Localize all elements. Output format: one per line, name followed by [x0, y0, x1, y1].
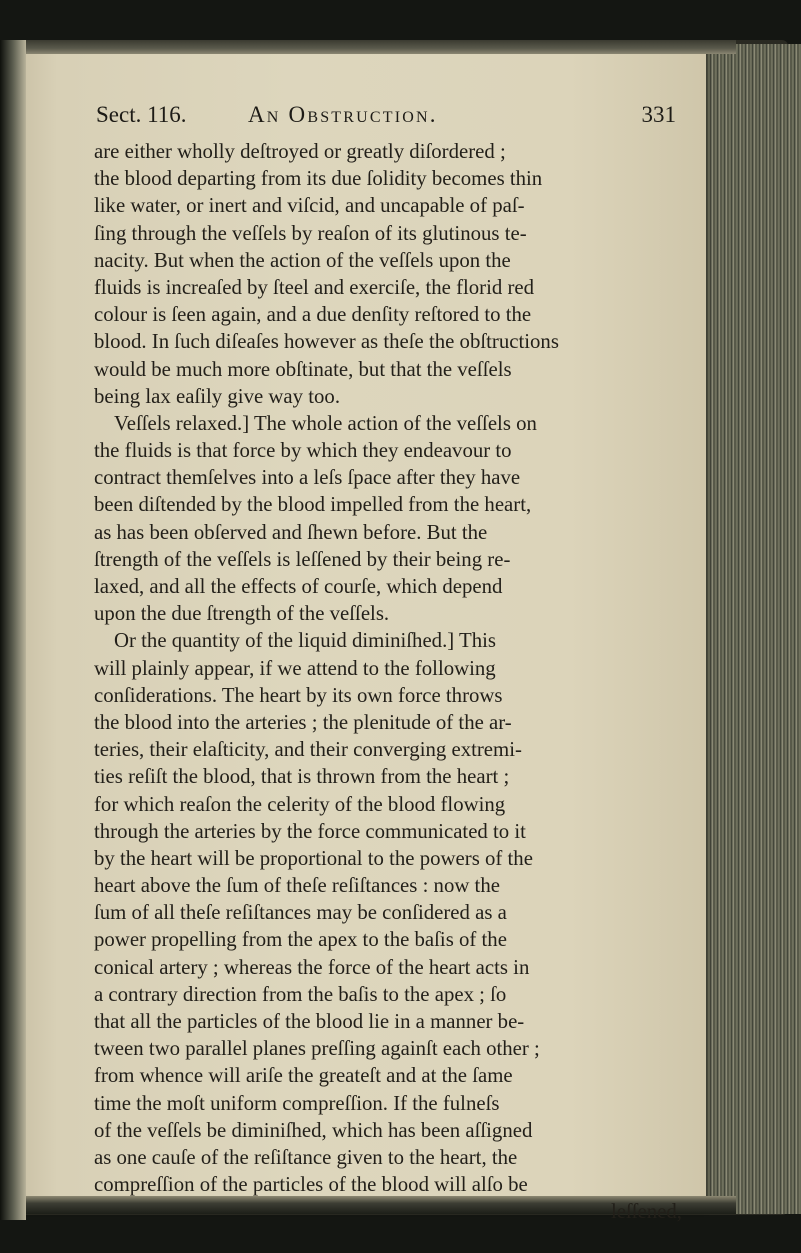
page-fore-edge: [700, 44, 801, 1214]
section-number: Sect. 116.: [96, 102, 187, 127]
text-line: for which reaſon the celerity of the blood flowing: [94, 792, 506, 816]
text-line: as has been obſerved and ſhewn before. But the: [94, 520, 488, 544]
book-gutter: [0, 40, 26, 1220]
text-line: upon the due ſtrength of the veſſels.: [94, 602, 390, 626]
text-line: conical artery ; whereas the force of the heart acts in: [94, 955, 530, 979]
text-line: colour is ſeen again, and a due denſity reſtored to the: [94, 303, 532, 327]
page-top-edge: [16, 40, 736, 54]
text-line: the blood departing from its due ſolidity becomes thin: [94, 167, 543, 191]
text-line: would be much more obſtinate, but that the veſſels: [94, 357, 512, 381]
text-line: by the heart will be proportional to the powers of the: [94, 846, 533, 870]
text-line: blood. In ſuch diſeaſes however as theſe the obſtructions: [94, 330, 559, 354]
text-line: time the moſt uniform compreſſion. If the fulneſs: [94, 1091, 500, 1115]
text-line: the blood into the arteries ; the plenitude of the ar-: [94, 710, 512, 734]
text-line: conſiderations. The heart by its own force throws: [94, 683, 503, 707]
text-line: ſing through the veſſels by reaſon of its glutinous te-: [94, 221, 527, 245]
chapter-title: An Obstruction.: [248, 102, 438, 127]
text-line: power propelling from the apex to the baſis of the: [94, 928, 507, 952]
paragraph-start-line: Or the quantity of the liquid diminiſhed.] This: [114, 629, 497, 653]
text-line: the fluids is that force by which they endeavour to: [94, 439, 512, 463]
text-line: fluids is increaſed by ſteel and exerciſe, the florid red: [94, 275, 535, 299]
text-line: from whence will ariſe the greateſt and at the ſame: [94, 1064, 513, 1088]
page-number: 331: [641, 102, 676, 127]
text-line: through the arteries by the force communicated to it: [94, 819, 526, 843]
text-line: like water, or inert and viſcid, and uncapable of paſ-: [94, 194, 525, 218]
text-line: been diſtended by the blood impelled from the heart,: [94, 493, 532, 517]
text-line: are either wholly deſtroyed or greatly diſordered ;: [94, 140, 506, 163]
paragraph-start-line: Veſſels relaxed.] The whole action of the veſſels on: [114, 411, 537, 435]
text-line: contract themſelves into a leſs ſpace after they have: [94, 466, 521, 490]
text-line: of the veſſels be diminiſhed, which has been aſſigned: [94, 1118, 533, 1142]
text-line: ſtrength of the veſſels is leſſened by their being re-: [94, 547, 511, 571]
text-line: laxed, and all the effects of courſe, which depend: [94, 575, 503, 598]
text-line: being lax eaſily give way too.: [94, 384, 341, 408]
text-line: nacity. But when the action of the veſſels upon the: [94, 248, 511, 272]
text-line: compreſſion of the particles of the blood will alſo be: [94, 1173, 528, 1197]
text-line: will plainly appear, if we attend to the following: [94, 656, 496, 680]
body-text: [94, 138, 684, 1226]
text-line: as one cauſe of the reſiſtance given to the heart, the: [94, 1145, 518, 1169]
text-line: tween two parallel planes preſſing againſt each other ;: [94, 1037, 540, 1061]
running-head: [96, 102, 676, 136]
catchword: leſſened,: [610, 1200, 682, 1224]
text-line: a contrary direction from the baſis to the apex ; ſo: [94, 982, 507, 1006]
text-line: that all the particles of the blood lie in a manner be-: [94, 1010, 525, 1033]
text-line: heart above the ſum of theſe reſiſtances : now the: [94, 874, 500, 898]
text-line: teries, their elaſticity, and their converging extremi-: [94, 738, 522, 762]
text-line: ties reſiſt the blood, that is thrown from the heart ;: [94, 765, 510, 789]
text-line: ſum of all theſe reſiſtances may be conſidered as a: [94, 901, 507, 925]
